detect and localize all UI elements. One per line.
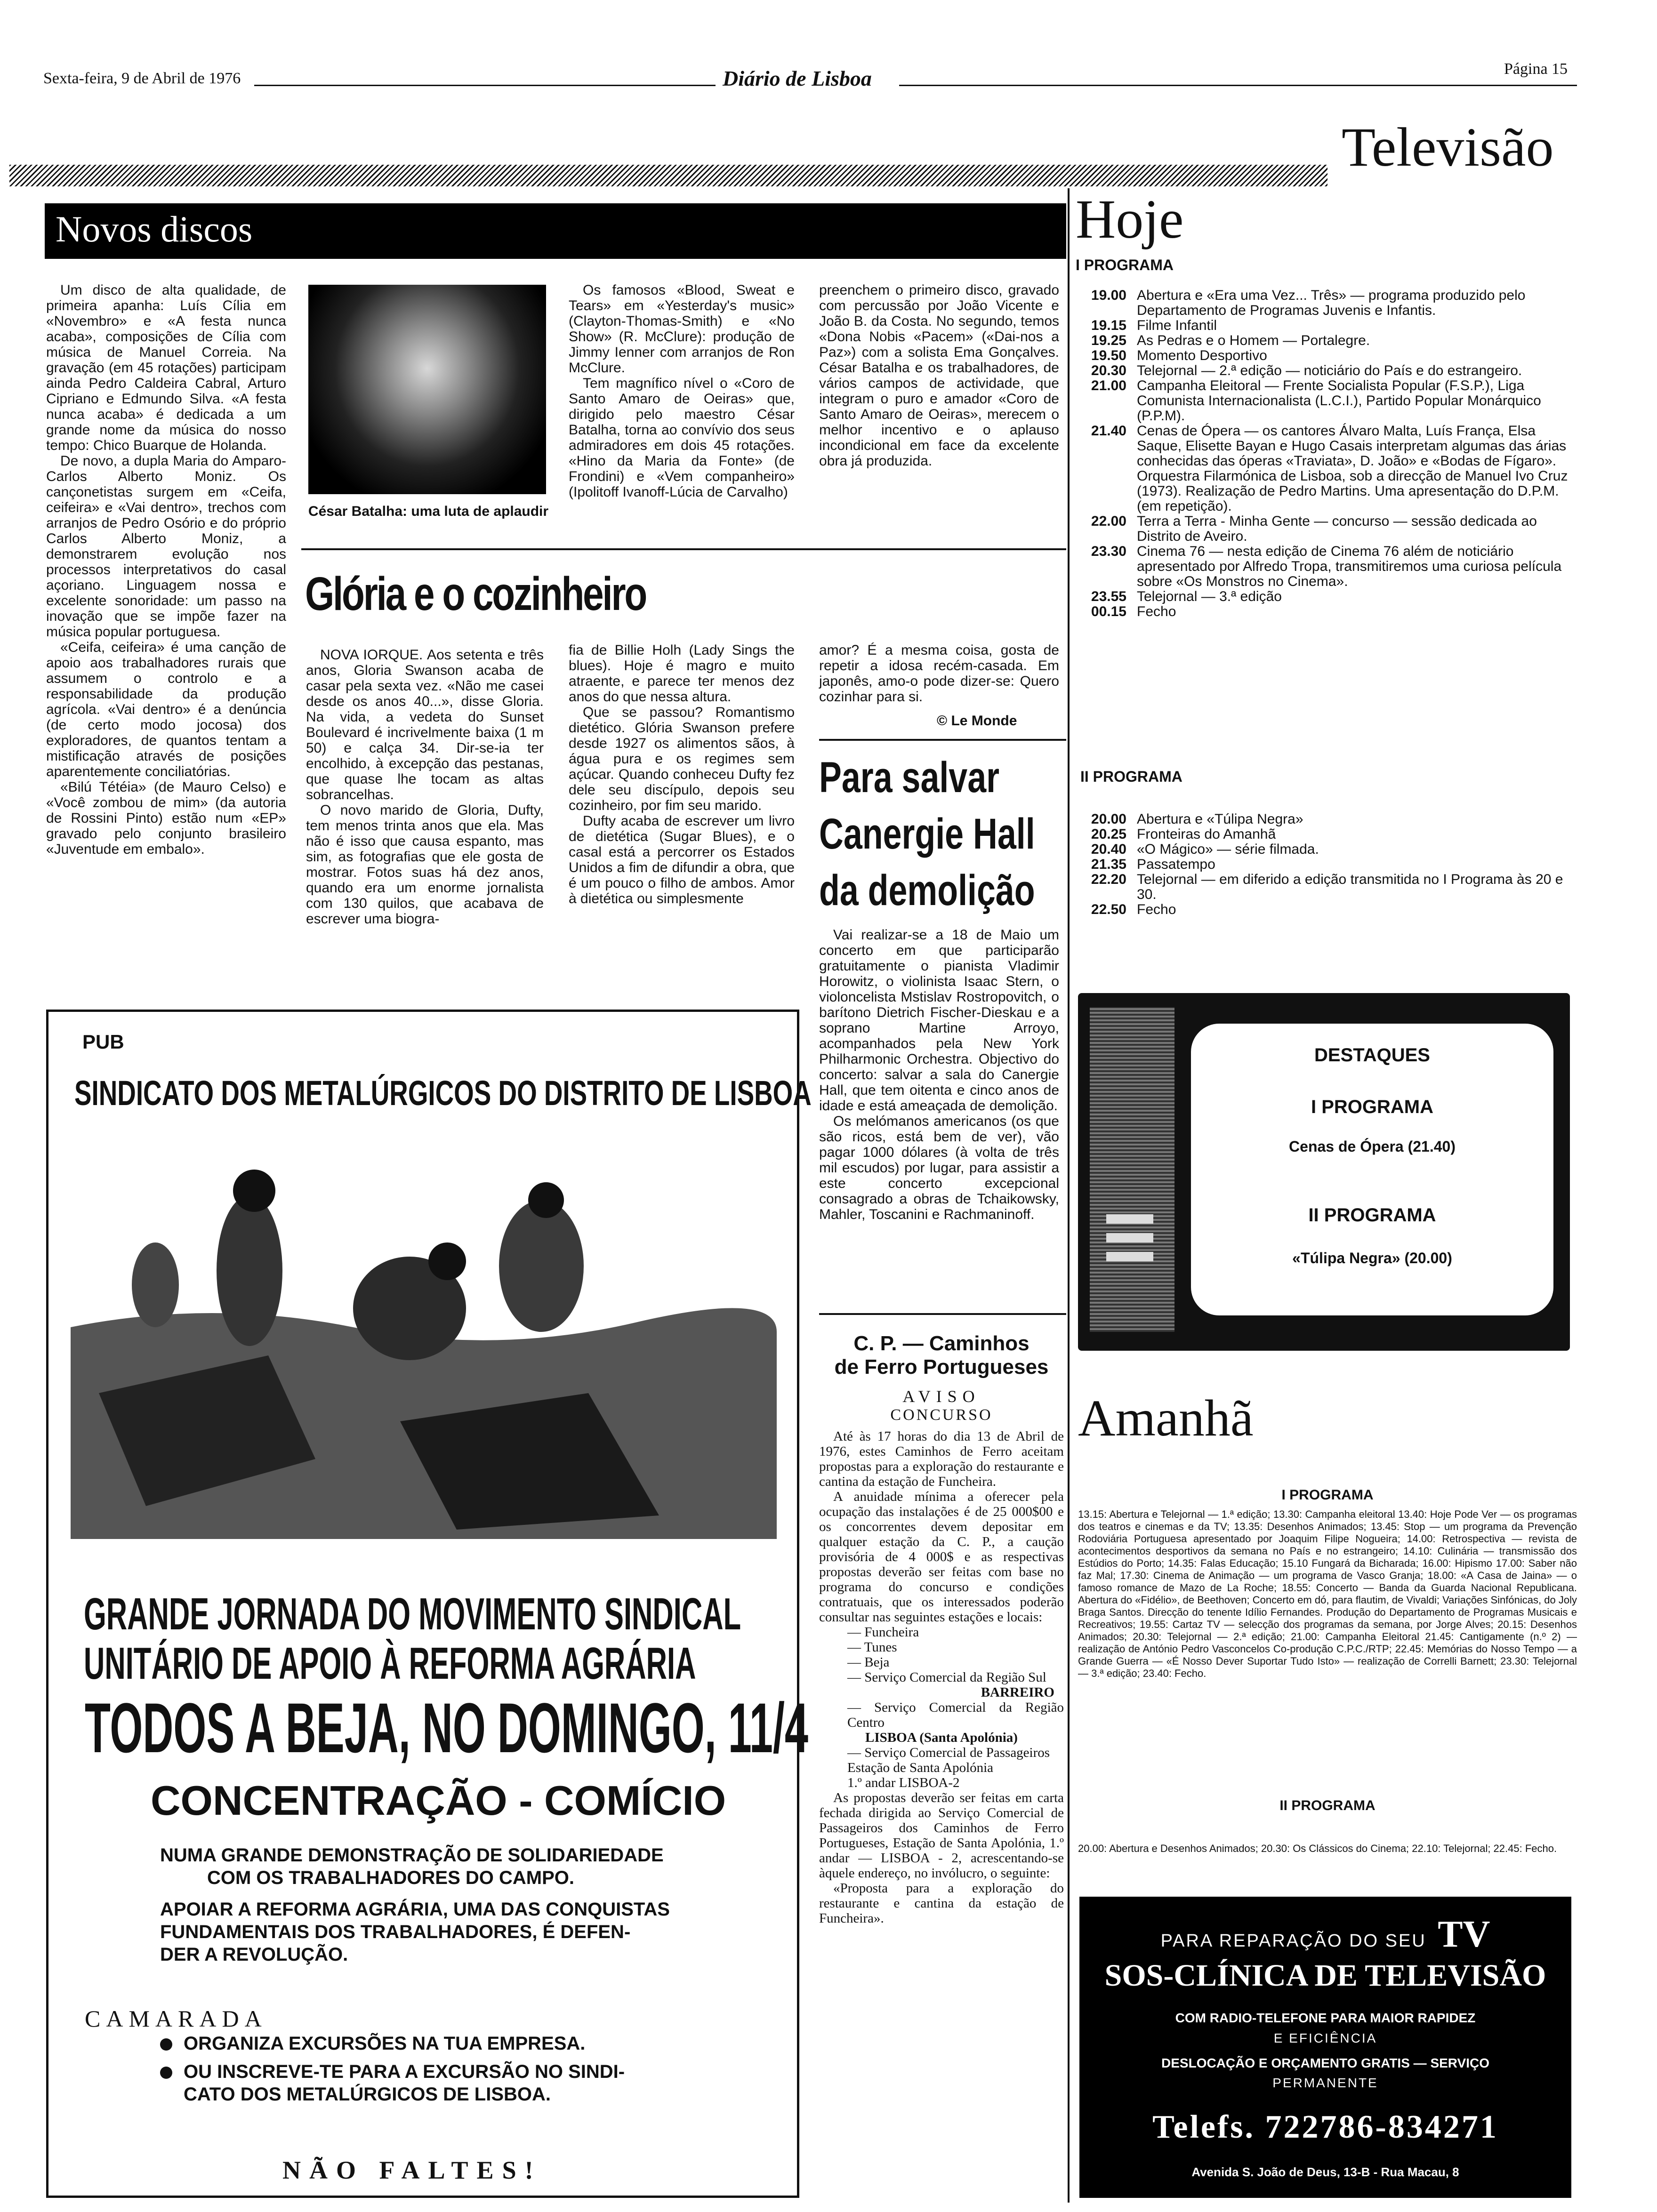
cp-notice bbox=[819, 1332, 1064, 1926]
ad-bullet-2b: CATO DOS METALÚRGICOS DE LISBOA. bbox=[184, 2084, 551, 2105]
paragraph: «Bilú Tétéia» (de Mauro Celso) e «Você zombou de mim» (da autoria de Rossini Pinto) estão num «EP» gravado pelo conjunto brasileiro «Juventude em embalo». bbox=[46, 779, 286, 857]
schedule-row bbox=[1076, 857, 1584, 872]
ad-line-5b: COM OS TRABALHADORES DO CAMPO. bbox=[207, 1867, 574, 1888]
amanha-prog1-text: 13.15: Abertura e Telejornal — 1.ª edição; 13.30: Campanha eleitoral 13.40: Hoje Pode Ver — os programas dos teatros e cinemas e da TV; 13.35: Desenhos Animados; 13.45: Stop — um programa da Prevenção Rodoviária Portuguesa apresentado por Joaquim Filipe Nogueira; 14.00: Retrospectiva — revista de acontecimentos desportivos da semana no País e no estrangeiro; 14.10: Culinária — transmissão dos Estúdios do Porto; 14.35: Falas Educação; 15.10 Fungará da Bicharada; 16.00: Hipismo 17.00: Saber não faz Mal; 17.30: Cinema de Animação — um programa de Vasco Granja; 18.00: «A Casa de Jaina» — o famoso romance de Mazo de La Roche; 18.55: Concerto — Banda da Guarda Nacional Republicana. Abertura do «Fidélio», de Beethoven; Concerto em dó, para flautim, de Vivaldi; Variações Sinfónicas, do Joly Braga Santos. Direcção do tenente Idílio Fernandes. Produção do Departamento de Programas Musicais e Recreativos; 19.55: Cartaz TV — selecção dos programas da semana, por Jorge Alves; 20.15: Desenhos Animados; 20.30: Telejornal — 2.ª edição; 21.00: Campanha Eleitoral 21.45: Cantigamente (n.º 2) — realização de António Pedro Vasconcelos Co-produção C.P.C./RTP; 22.45: Memórias do Nosso Tempo — a Grande Guerra — «É Nosso Dever Suportar Tudo Isto» — realização de Correlli Barnett; 23.30: Telejornal — 3.ª edição; 23.40: Fecho. bbox=[1078, 1508, 1577, 1679]
section-hatch-rule bbox=[9, 165, 1327, 186]
schedule-row bbox=[1076, 348, 1584, 363]
cp-barreiro: BARREIRO bbox=[981, 1685, 1054, 1700]
sos-phones: Telefs. 722786-834271 bbox=[1152, 2109, 1498, 2145]
worker-head-3 bbox=[528, 1182, 564, 1218]
cp-title-1: C. P. — Caminhos bbox=[853, 1332, 1030, 1355]
schedule-time: 20.30 bbox=[1091, 363, 1126, 378]
schedule-time: 21.40 bbox=[1091, 423, 1126, 439]
cp-aviso: AVISO bbox=[902, 1387, 981, 1406]
ad-line-3: TODOS A BEJA, NO DOMINGO, 11/4 bbox=[85, 1688, 808, 1767]
sos-line-2: COM RADIO-TELEFONE PARA MAIOR RAPIDEZ bbox=[1175, 2011, 1476, 2025]
sos-tv: TV bbox=[1438, 1914, 1490, 1955]
gloria-credit: © Le Monde bbox=[937, 713, 1017, 729]
gloria-bottom-rule bbox=[819, 739, 1066, 741]
sos-prefix: PARA REPARAÇÃO DO SEU bbox=[1160, 1931, 1426, 1951]
cp-title-2: de Ferro Portugueses bbox=[834, 1355, 1049, 1378]
schedule-description: Fecho bbox=[1137, 604, 1176, 619]
schedule-time: 23.55 bbox=[1091, 589, 1126, 604]
paragraph: Os famosos «Blood, Sweat e Tears» em «Yesterday's music» (Clayton-Thomas-Smith) e «No Show» (R. McClure): produção de Jimmy Ienner com arranjos de Ron McClure. bbox=[569, 282, 795, 376]
schedule-time: 19.25 bbox=[1091, 333, 1126, 348]
hoje-prog1-list bbox=[1076, 288, 1584, 619]
paragraph: Vai realizar-se a 18 de Maio um concerto em que participarão gratuitamente o pianista Vladimir Horowitz, o violinista Isaac Stern, o violoncelista Mstislav Rostropovitch, o barítono Dietrich Fischer-Dieskau e a soprano Martine Arroyo, acompanhados pela New York Philharmonic Orchestra. Objectivo do concerto: salvar a sala do Canergie Hall, que tem oitenta e cinco anos de idade e está ameaçada de demolição. bbox=[819, 927, 1059, 1114]
sos-line-3: E EFICIÊNCIA bbox=[1273, 2031, 1377, 2045]
schedule-row bbox=[1076, 424, 1584, 514]
schedule-description: Momento Desportivo bbox=[1137, 348, 1267, 363]
schedule-description: Campanha Eleitoral — Frente Socialista Popular (F.S.P.), Liga Comunista Internacionalista (L.C.I.), Partido Popular Monárquico (P.P.M). bbox=[1137, 378, 1541, 424]
sos-line-1 bbox=[1079, 1913, 1571, 1956]
schedule-description: Cinema 76 — nesta edição de Cinema 76 além de noticiário apresentado por Alfredo Tropa, transmitiremos uma curiosa película sobre «Os Monstros no Cinema». bbox=[1137, 544, 1562, 589]
cesar-batalha-photo bbox=[308, 285, 546, 494]
list-item: — Beja bbox=[847, 1655, 890, 1670]
gloria-col-3 bbox=[819, 642, 1059, 705]
hoje-title: Hoje bbox=[1076, 188, 1184, 250]
cp-list-1 bbox=[819, 1625, 1064, 1685]
ad-camarada: CAMARADA bbox=[85, 2005, 267, 2032]
list-item: — Serviço Comercial de Passageiros bbox=[847, 1745, 1050, 1760]
bullet-icon bbox=[160, 2038, 172, 2051]
schedule-description: Fronteiras do Amanhã bbox=[1137, 826, 1276, 842]
list-item: — Serviço Comercial da Região Sul bbox=[847, 1670, 1046, 1685]
schedule-time: 19.15 bbox=[1091, 318, 1126, 333]
ad-line-6a: APOIAR A REFORMA AGRÁRIA, UMA DAS CONQUISTAS bbox=[160, 1899, 670, 1920]
list-item: — Tunes bbox=[847, 1640, 897, 1655]
carnegie-bottom-rule bbox=[819, 1313, 1066, 1315]
union-name: SINDICATO DOS METALÚRGICOS DO DISTRITO DE LISBOA bbox=[74, 1074, 812, 1113]
paragraph: A anuidade mínima a oferecer pela ocupação das instalações é de 25 000$00 e os concorrentes devem depositar em qualquer estação da C. P., a caução provisória de 4 000$ e as respectivas propostas deverão ser feitas com base no programa do concurso e condições contratuais, que os interessados poderão consultar nas seguintes estações e locais: bbox=[819, 1489, 1064, 1625]
ad-closing: NÃO FALTES! bbox=[282, 2156, 542, 2184]
schedule-row bbox=[1076, 288, 1584, 318]
section-title: Televisão bbox=[1342, 116, 1554, 178]
discos-col-3 bbox=[569, 282, 795, 500]
schedule-time: 22.00 bbox=[1091, 513, 1126, 529]
destaques-title: DESTAQUES bbox=[1314, 1045, 1430, 1066]
schedule-row bbox=[1076, 378, 1584, 424]
cp-lisboa: LISBOA (Santa Apolónia) bbox=[865, 1730, 1018, 1745]
tv-side-panel bbox=[1090, 1007, 1174, 1332]
ad-line-1: GRANDE JORNADA DO MOVIMENTO SINDICAL bbox=[84, 1589, 741, 1639]
list-item: 1.º andar LISBOA-2 bbox=[847, 1775, 960, 1790]
amanha-prog1-label: I PROGRAMA bbox=[1281, 1487, 1374, 1503]
hoje-prog2-label: II PROGRAMA bbox=[1080, 768, 1182, 785]
cp-body bbox=[819, 1429, 1064, 1926]
schedule-row bbox=[1076, 812, 1584, 827]
gloria-col-2 bbox=[569, 642, 795, 906]
schedule-time: 23.30 bbox=[1091, 544, 1126, 559]
worker-figure-3 bbox=[499, 1200, 584, 1332]
bullet-text: ORGANIZA EXCURSÕES NA TUA EMPRESA. bbox=[184, 2033, 586, 2054]
paragraph: Dufty acaba de escrever um livro de dietética (Sugar Blues), e o casal está a percorrer os Estados Unidos a fim de difundir a obra, que é um pouco o filho de ambos. Amor à dietética ou simplesmente bbox=[569, 813, 795, 906]
carnegie-headline-3: da demolição bbox=[819, 866, 1035, 914]
page-number: Página 15 bbox=[1504, 60, 1568, 78]
schedule-time: 19.00 bbox=[1091, 288, 1126, 303]
tv-knob-3 bbox=[1106, 1252, 1153, 1261]
ad-bullet-1 bbox=[160, 2033, 585, 2054]
tv-knob-1 bbox=[1106, 1214, 1153, 1224]
sos-name: SOS-CLÍNICA DE TELEVISÃO bbox=[1104, 1958, 1546, 1993]
schedule-row bbox=[1076, 544, 1584, 589]
list-item: — Funcheira bbox=[847, 1625, 919, 1640]
sos-line-5: PERMANENTE bbox=[1272, 2076, 1378, 2090]
cp-concurso: CONCURSO bbox=[890, 1406, 993, 1424]
paragraph: O novo marido de Gloria, Dufty, tem menos trinta anos que ela. Mas não é isso que causa espanto, mas sim, as fotografias que ele gosta de mostrar. Fotos suas há dez anos, quando era um enorme jornalista com 130 quilos, que acabava de escrever uma biogra- bbox=[306, 802, 544, 927]
cp-list-2 bbox=[819, 1700, 1064, 1730]
issue-date: Sexta-feira, 9 de Abril de 1976 bbox=[43, 70, 241, 87]
worker-head-1 bbox=[233, 1170, 275, 1212]
ad-line-6b: FUNDAMENTAIS DOS TRABALHADORES, É DEFEN- bbox=[160, 1922, 631, 1942]
tv-knob-2 bbox=[1106, 1233, 1153, 1242]
ad-bullet-2 bbox=[160, 2061, 625, 2083]
amanha-title: Amanhã bbox=[1078, 1389, 1254, 1447]
destaques-p1-label: I PROGRAMA bbox=[1311, 1097, 1433, 1117]
worker-figure-1 bbox=[217, 1195, 282, 1346]
header-rule-left bbox=[254, 85, 716, 86]
schedule-row bbox=[1076, 842, 1584, 857]
schedule-description: Telejornal — em diferido a edição transmitida no I Programa às 20 e 30. bbox=[1137, 872, 1563, 902]
sos-line-4: DESLOCAÇÃO E ORÇAMENTO GRATIS — SERVIÇO bbox=[1161, 2056, 1489, 2070]
novos-discos-title: Novos discos bbox=[56, 208, 253, 249]
schedule-row bbox=[1076, 318, 1584, 333]
schedule-description: Cenas de Ópera — os cantores Álvaro Malta, Luís França, Elsa Saque, Elisette Bayan e Hugo Casais interpretam algumas das árias conhecidas das óperas «Traviata», D. João» e «Bodas de Fígaro». Orquestra Filarmónica de Lisboa, sob a direcção de Manuel Ivo Cruz (1973). Realização de Pedro Martins. Uma apresentação do D.P.M. (em repetição). bbox=[1137, 423, 1568, 514]
schedule-description: «O Mágico» — série filmada. bbox=[1137, 842, 1319, 857]
schedule-time: 20.40 bbox=[1091, 842, 1126, 857]
discos-bottom-rule bbox=[301, 548, 1066, 550]
paragraph: NOVA IORQUE. Aos setenta e três anos, Gloria Swanson acaba de casar pela sexta vez. «Não me casei desde os anos 40...», disse Gloria. Na vida, a vedeta do Sunset Boulevard é incrivelmente baixa (1 m 50) e calça 34. Dir-se-ia ter encolhido, à excepção das pestanas, que quase lhe tocam as altas sobrancelhas. bbox=[306, 647, 544, 802]
carnegie-body bbox=[819, 927, 1059, 1222]
ad-line-4: CONCENTRAÇÃO - COMÍCIO bbox=[151, 1777, 726, 1824]
schedule-row bbox=[1076, 902, 1584, 917]
masthead: Diário de Lisboa bbox=[723, 66, 872, 90]
paragraph: Os melómanos americanos (os que são ricos, está bem de ver), vão pagar 1000 dólares (à volta de três mil escudos) por lugar, para assistir a este concerto excepcional consagrado a obras de Tchaikowsky, Mahler, Toscanini e Rachmaninoff. bbox=[819, 1114, 1059, 1222]
schedule-description: Passatempo bbox=[1137, 857, 1215, 872]
schedule-row bbox=[1076, 589, 1584, 604]
farmworkers-illustration bbox=[71, 1130, 777, 1539]
gloria-headline: Glória e o cozinheiro bbox=[305, 568, 646, 620]
schedule-row bbox=[1076, 604, 1584, 619]
schedule-description: Fecho bbox=[1137, 902, 1176, 917]
schedule-row bbox=[1076, 363, 1584, 378]
paragraph: amor? É a mesma coisa, gosta de repetir a idosa recém-casada. Em japonês, amo-o pode dizer-se: Quero cozinhar para si. bbox=[819, 642, 1059, 705]
schedule-description: Telejornal — 3.ª edição bbox=[1137, 589, 1282, 604]
schedule-row bbox=[1076, 827, 1584, 842]
schedule-row bbox=[1076, 872, 1584, 902]
schedule-time: 22.50 bbox=[1091, 902, 1126, 917]
paragraph: Um disco de alta qualidade, de primeira apanha: Luís Cília em «Novembro» e «A festa nunca acaba», composições de Cília com música de Manuel Correia. Na gravação (em 45 rotações) participam ainda Pedro Caldeira Cabral, Arturo Cipriano e Edmundo Silva. «A festa nunca acaba» é dedicada a um grande nome da música do nosso tempo: Chico Buarque de Holanda. bbox=[46, 282, 286, 453]
schedule-description: Abertura e «Túlipa Negra» bbox=[1137, 811, 1303, 827]
ad-line-2: UNITÁRIO DE APOIO À REFORMA AGRÁRIA bbox=[84, 1638, 696, 1689]
discos-col-1 bbox=[46, 282, 286, 857]
paragraph: fia de Billie Holh (Lady Sings the blues). Hoje é magro e muito atraente, e parece ter menos dez anos do que nessa altura. bbox=[569, 642, 795, 705]
ad-line-5a: NUMA GRANDE DEMONSTRAÇÃO DE SOLIDARIEDADE bbox=[160, 1845, 664, 1866]
schedule-time: 22.20 bbox=[1091, 872, 1126, 887]
cp-column-divider bbox=[1068, 1035, 1070, 2203]
tv-screen bbox=[1191, 1024, 1553, 1315]
schedule-time: 19.50 bbox=[1091, 348, 1126, 363]
schedule-row bbox=[1076, 514, 1584, 544]
schedule-time: 21.35 bbox=[1091, 857, 1126, 872]
amanha-prog2-label: II PROGRAMA bbox=[1279, 1798, 1375, 1813]
schedule-row bbox=[1076, 333, 1584, 348]
paragraph: As propostas deverão ser feitas em carta fechada dirigida ao Serviço Comercial de Passageiros dos Caminhos de Ferro Portugueses, Estação de Santa Apolónia, 1.º andar — LISBOA - 2, acrescentando-se àquele endereço, no invólucro, o seguinte: bbox=[819, 1790, 1064, 1881]
schedule-description: Abertura e «Era uma Vez... Três» — programa produzido pelo Departamento de Programas Juvenis e Infantis. bbox=[1137, 288, 1526, 318]
schedule-description: Terra a Terra - Minha Gente — concurso — sessão dedicada ao Distrito de Aveiro. bbox=[1137, 513, 1537, 544]
paragraph: preenchem o primeiro disco, gravado com percussão por João Vicente e João B. da Costa. No segundo, temos «Dona Nobis «Pacem» («Dai-nos a Paz») com a solista Ema Gonçalves. César Batalha e os trabalhadores, de vários campos de actividade, que integram o puro e amador «Coro de Santo Amaro de Oeiras», merecem o melhor incentivo e o aplauso incondicional em face da excelente obra já produzida. bbox=[819, 282, 1059, 469]
schedule-time: 20.25 bbox=[1091, 826, 1126, 842]
amanha-prog2-text: 20.00: Abertura e Desenhos Animados; 20.30: Os Clássicos do Cinema; 22.10: Telejornal; 22.45: Fecho. bbox=[1078, 1843, 1557, 1854]
bullet-icon bbox=[160, 2067, 172, 2079]
paragraph: «Proposta para a exploração do restaurante e cantina da estação de Funcheira». bbox=[819, 1881, 1064, 1926]
photo-caption: César Batalha: uma luta de aplaudir bbox=[308, 504, 549, 519]
schedule-time: 00.15 bbox=[1091, 604, 1126, 619]
hoje-prog2-list bbox=[1076, 812, 1584, 917]
carnegie-headline-2: Canergie Hall bbox=[819, 810, 1035, 858]
schedule-description: Filme Infantil bbox=[1137, 318, 1217, 333]
schedule-time: 21.00 bbox=[1091, 378, 1126, 393]
destaques-p2-label: II PROGRAMA bbox=[1308, 1205, 1436, 1226]
schedule-description: As Pedras e o Homem — Portalegre. bbox=[1137, 333, 1370, 348]
hoje-divider bbox=[1068, 188, 1070, 1035]
list-item: — Serviço Comercial da Região Centro bbox=[847, 1700, 1064, 1730]
ad-line-6c: DER A REVOLUÇÃO. bbox=[160, 1944, 348, 1965]
schedule-description: Telejornal — 2.ª edição — noticiário do País e do estrangeiro. bbox=[1137, 363, 1522, 378]
bullet-text: OU INSCREVE-TE PARA A EXCURSÃO NO SINDI- bbox=[184, 2061, 625, 2082]
sos-address: Avenida S. João de Deus, 13-B - Rua Macau, 8 bbox=[1191, 2165, 1459, 2179]
destaques-p2-item: «Túlipa Negra» (20.00) bbox=[1292, 1250, 1452, 1266]
destaques-p1-item: Cenas de Ópera (21.40) bbox=[1289, 1138, 1456, 1155]
schedule-time: 20.00 bbox=[1091, 811, 1126, 827]
hoje-prog1-label: I PROGRAMA bbox=[1076, 256, 1174, 273]
list-item: Estação de Santa Apolónia bbox=[847, 1760, 994, 1775]
paragraph: Até às 17 horas do dia 13 de Abril de 1976, estes Caminhos de Ferro aceitam propostas para a exploração do restaurante e cantina da estação de Funcheira. bbox=[819, 1429, 1064, 1489]
worker-figure-4 bbox=[132, 1242, 179, 1327]
paragraph: «Ceifa, ceifeira» é uma canção de apoio aos trabalhadores rurais que assumem o controlo e a responsabilidade da produção agrícola. «Vai dentro» é a denúncia (de certo modo jocosa) dos exploradores, de quantos tentam a mistificação através de posições aparentemente conciliatórias. bbox=[46, 640, 286, 779]
gloria-col-1 bbox=[306, 647, 544, 927]
paragraph: Tem magnífico nível o «Coro de Santo Amaro de Oeiras» que, dirigido pelo maestro César Batalha, torna ao convívio dos seus admiradores em dois 45 rotações. «Hino da Maria da Fonte» (de Frondini) e «Vem companheiro» (Ipolitoff Ivanoff-Lúcia de Carvalho) bbox=[569, 376, 795, 500]
carnegie-headline-1: Para salvar bbox=[819, 753, 1000, 801]
paragraph: Que se passou? Romantismo dietético. Glória Swanson prefere desde 1927 os alimentos sãos, à água pura e os regimes sem açúcar. Quando conheceu Dufty fez dele seu discípulo, depois seu cozinheiro, por fim seu marido. bbox=[569, 705, 795, 813]
pub-tag: PUB bbox=[82, 1031, 124, 1053]
paragraph: De novo, a dupla Maria do Amparo-Carlos Alberto Moniz. Os cançonetistas surgem em «Ceifa, ceifeira» e «Vai dentro», trechos com arranjos de Pedro Osório e do próprio Carlos Alberto Moniz, a demonstrarem evolução nos processos interpretativos do casal açoriano. Linguagem nossa e excelente sonoridade: um passo na inovação que se impõe fazer na música popular portuguesa. bbox=[46, 453, 286, 640]
header-rule-right bbox=[899, 85, 1577, 86]
discos-col-4 bbox=[819, 282, 1059, 469]
worker-head-2 bbox=[428, 1242, 466, 1280]
cp-list-3 bbox=[819, 1745, 1064, 1790]
